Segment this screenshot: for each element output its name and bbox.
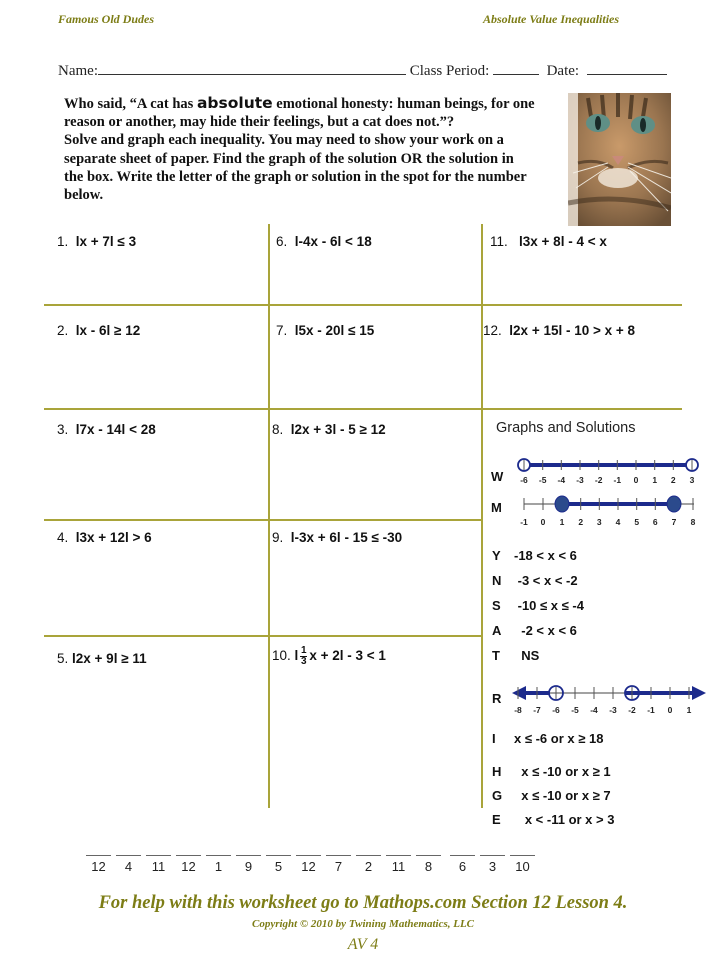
problem-6: 6. l-4x - 6l < 18 xyxy=(276,234,372,249)
solution-t: T NS xyxy=(492,648,540,663)
svg-text:-1: -1 xyxy=(613,475,622,485)
svg-text:0: 0 xyxy=(540,517,546,527)
intro-emphasis: absolute xyxy=(196,94,273,112)
answer-blank[interactable]: 6 xyxy=(450,855,475,874)
answer-blank[interactable]: 2 xyxy=(356,855,381,874)
intro-text: Solve and graph each inequality. You may need to show your work on a xyxy=(64,132,504,149)
svg-text:2: 2 xyxy=(578,517,584,527)
svg-text:2: 2 xyxy=(670,475,676,485)
answer-blank[interactable]: 1 xyxy=(206,855,231,874)
problem-4: 4. l3x + 12l > 6 xyxy=(57,530,152,545)
svg-text:4: 4 xyxy=(615,517,621,527)
intro-text: the box. Write the letter of the graph or solution in the spot for the number xyxy=(64,168,527,185)
problem-10: 10. l $\frac{1}{3}$ x + 2l - 3 < 1 xyxy=(272,645,386,667)
svg-text:-1: -1 xyxy=(647,705,655,715)
solution-i: I x ≤ -6 or x ≥ 18 xyxy=(492,731,604,746)
solution-n: N -3 < x < -2 xyxy=(492,573,578,588)
svg-text:5: 5 xyxy=(634,517,640,527)
date-label: Date: xyxy=(546,63,580,79)
svg-text:-2: -2 xyxy=(628,705,636,715)
svg-text:-4: -4 xyxy=(590,705,598,715)
student-info-line xyxy=(58,62,667,80)
number-line-graph-r xyxy=(512,680,712,716)
answer-blank[interactable]: 9 xyxy=(236,855,261,874)
problem-9: 9. l-3x + 6l - 15 ≤ -30 xyxy=(272,530,403,545)
problem-8: 8. l2x + 3l - 5 ≥ 12 xyxy=(272,422,386,437)
solution-s: S -10 ≤ x ≤ -4 xyxy=(492,598,584,613)
answer-blank[interactable]: 10 xyxy=(510,855,535,874)
worksheet-topic-title: Absolute Value Inequalities xyxy=(483,12,620,26)
answer-blank[interactable]: 5 xyxy=(266,855,291,874)
instructions xyxy=(64,94,564,204)
svg-text:1: 1 xyxy=(652,475,658,485)
answer-blank[interactable]: 3 xyxy=(480,855,505,874)
graph-letter-r: R xyxy=(492,691,502,706)
graph-letter-w: W xyxy=(491,469,504,484)
solution-h: H x ≤ -10 or x ≥ 1 xyxy=(492,764,611,779)
svg-text:7: 7 xyxy=(671,517,677,527)
problem-11: 11. l3x + 8l - 4 < x xyxy=(490,234,607,249)
svg-text:-8: -8 xyxy=(514,705,522,715)
problem-2: 2. lx - 6l ≥ 12 xyxy=(57,323,141,338)
grid-divider xyxy=(44,519,482,521)
problem-1: 1. lx + 7l ≤ 3 xyxy=(57,234,137,249)
svg-text:-2: -2 xyxy=(594,475,603,485)
svg-text:-5: -5 xyxy=(538,475,547,485)
svg-text:1: 1 xyxy=(686,705,692,715)
svg-text:-6: -6 xyxy=(552,705,560,715)
class-period-field[interactable] xyxy=(493,62,539,75)
problem-5: 5. l2x + 9l ≥ 11 xyxy=(57,651,147,666)
answer-blank[interactable]: 7 xyxy=(326,855,351,874)
grid-divider xyxy=(44,304,682,306)
solution-e: E x < -11 or x > 3 xyxy=(492,812,615,827)
solution-a: A -2 < x < 6 xyxy=(492,623,577,638)
svg-text:-7: -7 xyxy=(533,705,541,715)
solution-y: Y -18 < x < 6 xyxy=(492,548,577,563)
problem-3: 3. l7x - 14l < 28 xyxy=(57,422,156,437)
svg-text:1: 1 xyxy=(559,517,565,527)
help-line: For help with this worksheet go to Mathops.com Section 12 Lesson 4. xyxy=(98,893,628,913)
intro-text: emotional honesty: human beings, for one xyxy=(272,96,535,112)
grid-divider xyxy=(44,408,682,410)
solution-g: G x ≤ -10 or x ≥ 7 xyxy=(492,788,611,803)
answer-blank[interactable]: 11 xyxy=(386,855,411,874)
name-label: Name: xyxy=(58,63,98,79)
problem-7: 7. l5x - 20l ≤ 15 xyxy=(276,323,375,338)
svg-text:0: 0 xyxy=(667,705,673,715)
answer-blank[interactable]: 12 xyxy=(176,855,201,874)
name-field[interactable] xyxy=(98,62,406,75)
grid-divider xyxy=(481,224,483,808)
answer-blank[interactable]: 12 xyxy=(86,855,111,874)
class-period-label: Class Period: xyxy=(409,63,490,79)
number-line-graph-w xyxy=(512,455,712,487)
date-field[interactable] xyxy=(587,62,667,75)
copyright: Copyright © 2010 by Twining Mathematics, LLC xyxy=(251,918,475,930)
graphs-solutions-title: Graphs and Solutions xyxy=(496,420,636,436)
svg-text:8: 8 xyxy=(690,517,696,527)
answer-blank[interactable]: 4 xyxy=(116,855,141,874)
svg-text:0: 0 xyxy=(633,475,639,485)
number-line-graph-m xyxy=(512,493,712,529)
worksheet-series-title: Famous Old Dudes xyxy=(58,12,155,26)
page-code: AV 4 xyxy=(347,936,379,953)
svg-text:6: 6 xyxy=(652,517,658,527)
svg-text:-1: -1 xyxy=(520,517,528,527)
svg-text:-6: -6 xyxy=(520,475,528,485)
grid-divider xyxy=(268,224,270,808)
problem-12: 12. l2x + 15l - 10 > x + 8 xyxy=(483,323,636,338)
intro-text: reason or another, may hide their feelings, but a cat does not.”? xyxy=(64,114,455,131)
answer-blank[interactable]: 8 xyxy=(416,855,441,874)
svg-text:-3: -3 xyxy=(576,475,584,485)
intro-text: Who said, “A cat has xyxy=(64,96,197,112)
svg-text:-4: -4 xyxy=(557,475,566,485)
svg-text:3: 3 xyxy=(689,475,695,485)
answer-blank[interactable]: 11 xyxy=(146,855,171,874)
fraction-one-third: $\frac{1}{3}$ xyxy=(301,645,307,667)
answer-blank[interactable]: 12 xyxy=(296,855,321,874)
cat-photo xyxy=(568,93,671,226)
intro-text: separate sheet of paper. Find the graph of the solution OR the solution in xyxy=(64,150,514,167)
svg-text:3: 3 xyxy=(596,517,602,527)
svg-text:-5: -5 xyxy=(571,705,579,715)
grid-divider xyxy=(44,635,482,637)
intro-text: below. xyxy=(64,187,104,204)
svg-text:-3: -3 xyxy=(609,705,617,715)
graph-letter-m: M xyxy=(491,500,502,515)
answer-blanks-row xyxy=(86,855,540,874)
